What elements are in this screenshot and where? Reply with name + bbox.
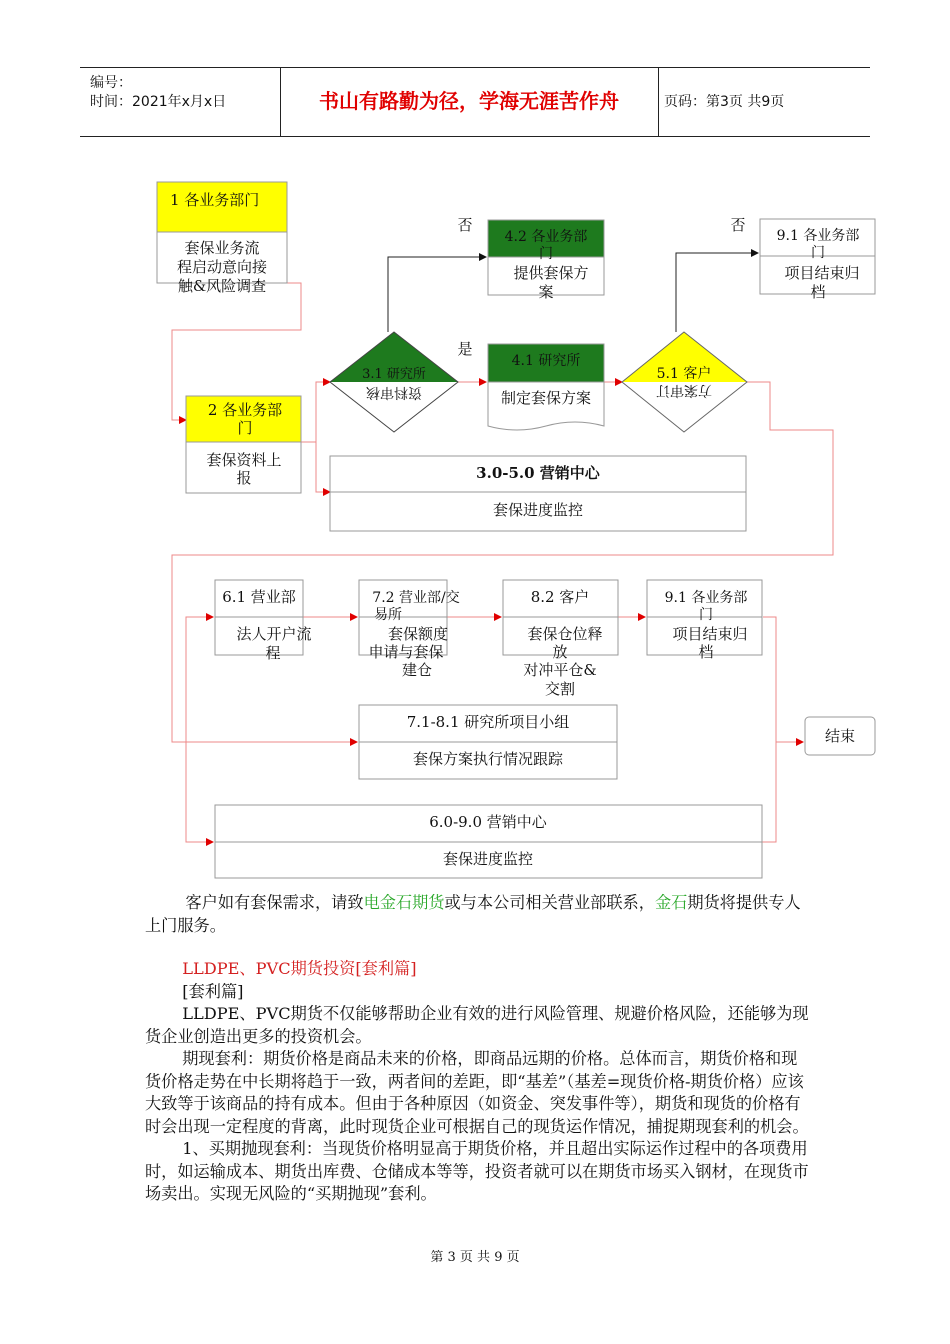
article-paragraph: 1、买期抛现套利：当现货价格明显高于期货价格，并且超出实际运作过程中的各项费用时，如运输成本、期货出库费、仓储成本等等，投资者就可以在期货市场买入钢材，在现货市场卖出。实现无风险的“买期抛现”套利。 [145, 1139, 809, 1203]
marketing-monitor-3-5 [330, 456, 746, 531]
branch-no-label: 否 [457, 216, 473, 234]
step-2-line1: 套保资料上 [206, 451, 282, 469]
contact-paragraph [145, 892, 810, 937]
step-1-line2: 程启动意向接 [176, 258, 268, 276]
step-9-1b-line2: 档 [698, 643, 714, 661]
step-9-1-line1: 项目结束归 [784, 264, 860, 282]
contact-text-a: 客户如有套保需求，请致 [185, 893, 364, 912]
step-8-2-box [503, 580, 618, 698]
step-7-2-line2: 申请与套保 [368, 643, 444, 661]
step-1-box [157, 182, 287, 295]
step-2-title1: 2 各业务部 [207, 401, 283, 419]
page-footer: 第 3 页 共 9 页 [430, 1250, 520, 1265]
header-motto: 书山有路勤为径，学海无涯苦作舟 [319, 89, 619, 113]
step-4-2-line2: 案 [538, 283, 554, 301]
doc-number-label: 编号： [90, 75, 132, 91]
step-3-1-label: 资料审核 [366, 384, 422, 400]
article-paragraph: 期现套利：期货价格是商品未来的价格，即商品远期的价格。总体而言，期货价格和现货价格走势在中长期将趋于一致，两者间的差距，即“基差”（基差=现货价格-期货价格）应该大致等于该商品的持有成本。但由于各种原因（如资金、突发事件等），期货和现货的价格有时会出现一定程度的背离，此时现货企业可根据自己的现货运作情况，捕捉期现套利的机会。 [145, 1049, 809, 1136]
step-3-1-title: 3.1 研究所 [362, 367, 426, 382]
step-7-2-title2: 易所 [374, 607, 402, 623]
step-8-2-line4: 交割 [544, 680, 576, 698]
step-9-1b-title2: 门 [699, 607, 713, 623]
step-2-box [186, 396, 301, 493]
research-tracking-line: 套保方案执行情况跟踪 [412, 750, 564, 768]
step-8-2-line1: 套保仓位释 [527, 625, 603, 643]
header-page-label: 页码：第3页 共9页 [664, 94, 785, 110]
step-4-2-line1: 提供套保方 [513, 264, 589, 282]
marketing-monitor-6-9-line: 套保进度监控 [442, 850, 534, 868]
step-4-2-box [488, 220, 604, 301]
step-6-1-box [215, 580, 312, 662]
step-1-title: 1 各业务部门 [170, 191, 260, 209]
step-4-1-box [488, 344, 604, 430]
step-7-2-line1: 套保额度 [387, 625, 449, 643]
article-heading: LLDPE、PVC期货投资[套利篇] [182, 959, 417, 978]
step-3-1-decision [330, 332, 458, 432]
step-7-2-title1: 7.2 营业部/交 [372, 590, 460, 606]
end-label: 结束 [824, 727, 856, 745]
step-2-line2: 报 [236, 469, 252, 487]
step-4-1-title: 4.1 研究所 [511, 353, 581, 369]
contact-text-b: 或与本公司相关营业部联系， [444, 893, 655, 912]
step-8-2-title: 8.2 客户 [530, 588, 590, 606]
marketing-monitor-6-9 [215, 805, 762, 878]
step-1-line1: 套保业务流 [184, 239, 260, 257]
step-4-1-line: 制定套保方案 [500, 389, 592, 407]
step-9-1-archive-box [760, 219, 875, 301]
step-5-1-label: 方案审订 [656, 382, 712, 398]
company-link-2[interactable]: 金石 [654, 893, 688, 912]
article-subheading: [套利篇] [182, 981, 244, 1001]
step-8-2-line2: 放 [552, 643, 568, 661]
company-link-1[interactable]: 电金石期货 [363, 893, 445, 912]
step-4-2-title2: 门 [539, 246, 553, 262]
article-paragraph: LLDPE、PVC期货不仅能够帮助企业有效的进行风险管理、规避价格风险，还能够为现货企业创造出更多的投资机会。 [145, 1004, 809, 1046]
step-6-1-title: 6.1 营业部 [222, 588, 296, 606]
step-9-1-title1: 9.1 各业务部 [776, 228, 860, 244]
step-5-1-decision [622, 332, 747, 432]
step-7-2-line3: 建仓 [401, 661, 433, 679]
step-7-2-box [359, 580, 460, 679]
step-6-1-line2: 程 [265, 644, 281, 662]
step-9-1-title2: 门 [811, 245, 825, 261]
research-tracking-box [359, 705, 617, 779]
step-1-line3: 触&风险调查 [177, 277, 267, 295]
step-2-title2: 门 [237, 419, 253, 437]
step-6-1-line1: 法人开户流 [236, 625, 312, 643]
step-9-1-line2: 档 [810, 283, 826, 301]
step-4-2-title1: 4.2 各业务部 [504, 229, 588, 245]
end-node [805, 717, 875, 755]
step-8-2-line3: 对冲平仓& [523, 661, 597, 679]
step-9-1b-title1: 9.1 各业务部 [664, 590, 748, 606]
contact-text-c: 期货将提供专人上门服务。 [145, 893, 801, 935]
branch-no-label: 否 [730, 216, 746, 234]
branch-yes-label: 是 [457, 340, 473, 358]
research-tracking-title: 7.1-8.1 研究所项目小组 [406, 713, 570, 731]
marketing-monitor-3-5-line: 套保进度监控 [492, 501, 584, 519]
doc-time-label: 时间：2021年x月x日 [90, 94, 227, 110]
step-9-1-archive-box-2 [647, 580, 762, 661]
step-9-1b-line1: 项目结束归 [672, 625, 748, 643]
article-body [145, 958, 810, 1206]
step-5-1-title: 5.1 客户 [656, 366, 712, 382]
marketing-monitor-6-9-title: 6.0-9.0 营销中心 [429, 813, 547, 831]
marketing-monitor-3-5-title: 3.0-5.0 营销中心 [476, 464, 600, 482]
